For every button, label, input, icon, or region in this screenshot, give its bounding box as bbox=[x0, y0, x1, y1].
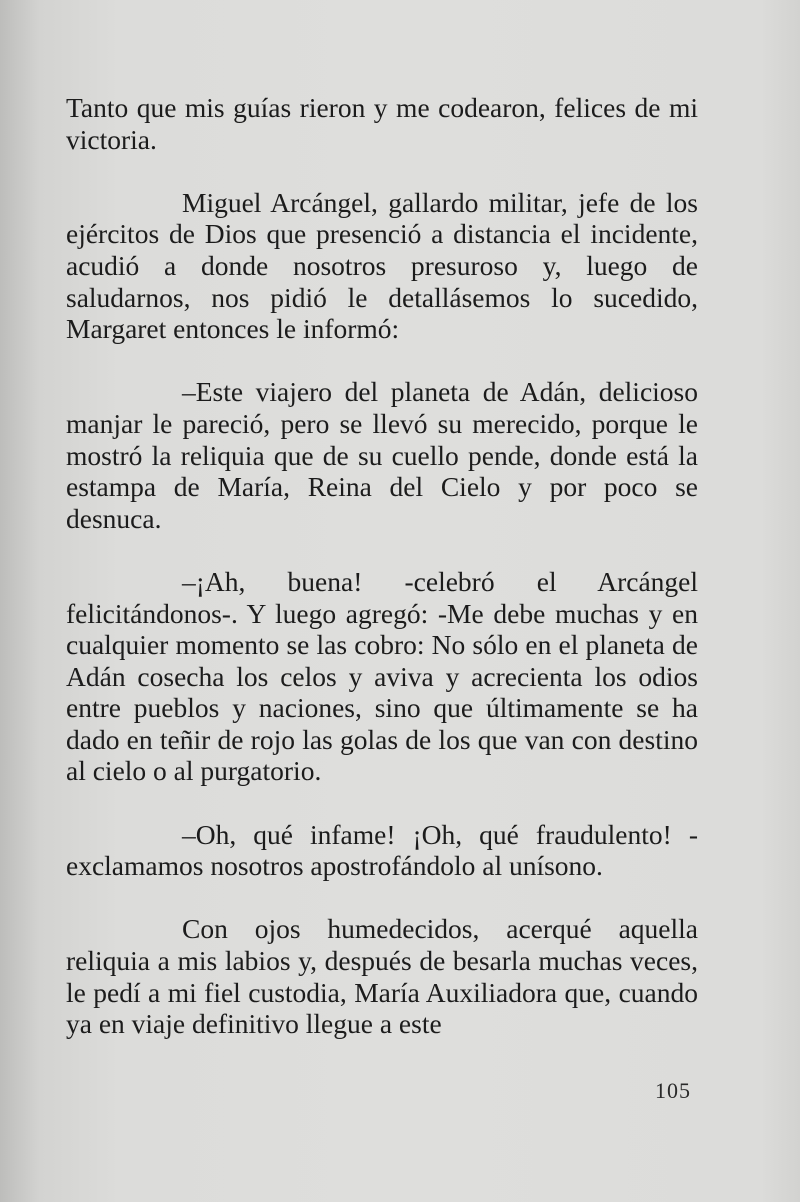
page-number: 105 bbox=[655, 1078, 691, 1103]
paragraph-5: –Oh, qué infame! ¡Oh, qué fraudulento! -exclamamos nosotros apostrofándolo al unísono. bbox=[66, 818, 698, 882]
paragraph-4: –¡Ah, buena! -celebró el Arcángel felicitándonos-. Y luego agregó: -Me debe muchas y en cualquier momento se las cobro: No sólo en el planeta de Adán cosecha los celos y aviva y acrecienta los odios entre pueblos y naciones, sino que últimamente se ha dado en teñir de rojo las golas de los que van con destino al cielo o al purgatorio. bbox=[66, 565, 698, 787]
paragraph-1: Tanto que mis guías rieron y me codearon, felices de mi victoria. bbox=[66, 92, 698, 155]
page-body-text bbox=[66, 92, 698, 1071]
paragraph-6: Con ojos humedecidos, acerqué aquella reliquia a mis labios y, después de besarla muchas veces, le pedí a mi fiel custodia, María Auxiliadora que, cuando ya en viaje definitivo llegue a este bbox=[66, 913, 698, 1040]
paragraph-2: Miguel Arcángel, gallardo militar, jefe de los ejércitos de Dios que presenció a distancia el incidente, acudió a donde nosotros presuroso y, luego de saludarnos, nos pidió le detallásemos lo sucedido, Margaret entonces le informó: bbox=[66, 186, 698, 345]
paragraph-3: –Este viajero del planeta de Adán, delicioso manjar le pareció, pero se llevó su merecido, porque le mostró la reliquia que de su cuello pende, donde está la estampa de María, Reina del Cielo y por poco se desnuca. bbox=[66, 376, 698, 534]
